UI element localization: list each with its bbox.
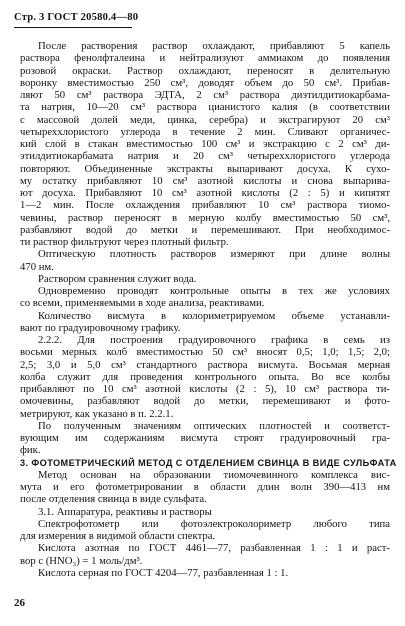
paragraph-optical-density xyxy=(20,248,390,273)
text-line: с массовой долей меди, цинка, серебра) и экстрагируют 20 см³ xyxy=(20,113,390,126)
header-rule xyxy=(14,27,132,28)
text-line: вующим им содержаниям висмута строят градуировочный гра- xyxy=(20,432,390,444)
text-line: четыреххлористого углерода в течение 2 мин. Сливают органичес- xyxy=(20,125,390,138)
text-line: ют досуха. Прибавляют 10 см³ азотной кислоты (2 : 5) и кипятят xyxy=(20,187,390,199)
paragraph-nitric-acid xyxy=(20,542,390,567)
text-line: 1—2 мин. После охлаждения прибавляют 10 см³ раствора тиомо- xyxy=(20,199,390,212)
text-line: вор с (HNO₃) = 1 моль/дм³. xyxy=(20,554,143,567)
paragraph-bismuth-amount xyxy=(20,310,390,335)
page-number: 26 xyxy=(14,597,25,609)
paragraph-reference-solution: Раствором сравнения служит вода. xyxy=(38,272,197,285)
text-line: ти раствор фильтруют через плотный фильтр. xyxy=(20,236,229,248)
text-line: разбавляют водой до метки и перемешивают. При необходимос- xyxy=(20,223,390,236)
text-line: чевины, раствор переносят в мерную колбу вместимостью 50 см³, xyxy=(20,211,390,224)
paragraph-dissolution xyxy=(20,40,390,248)
running-header: Стр. 3 ГОСТ 20580.4—80 xyxy=(14,12,139,23)
text-line: После растворения раствор охлаждают, прибавляют 5 капель xyxy=(38,40,390,52)
section-heading: 3. ФОТОМЕТРИЧЕСКИЙ МЕТОД С ОТДЕЛЕНИЕМ СВИНЦА В ВИДЕ СУЛЬФАТА xyxy=(20,457,397,468)
text-line: та натрия, 10—20 см³ раствора цианистого калия (в соответствии xyxy=(20,101,390,114)
text-line: кий слой в стакан вместимостью 100 см³ и экстракцию с 2 см³ ди- xyxy=(20,138,390,150)
text-line: этилдитиокарбамата натрия и 20 см³ четыреххлористого углерода xyxy=(20,150,390,163)
text-line: Количество висмута в колориметрируемом объеме устанавли- xyxy=(38,309,390,322)
text-line: Кислота азотная по ГОСТ 4461—77, разбавленная 1 : 1 и раст- xyxy=(38,542,390,555)
text-line: повторяют. Объединенные экстракты выпаривают досуха. К сухо- xyxy=(20,162,390,175)
text-line: омочевины, разбавляют водой до метки, перемешивают и фото- xyxy=(20,395,390,408)
paragraph-control-experiments xyxy=(20,285,390,310)
subsection-heading: 3.1. Аппаратура, реактивы и растворы xyxy=(38,505,212,518)
text-line: воронку вместимостью 250 см³, доводят объем до 50 см³. Прибав- xyxy=(20,76,390,89)
text-line: прибавляют по 10 см³ азотной кислоты (2 : 5), 10 см³ раствора ти- xyxy=(20,383,390,395)
text-line: Оптическую плотность растворов измеряют при длине волны xyxy=(38,248,390,261)
text-line: колба служит для проведения контрольного опыта. Во все колбы xyxy=(20,370,390,383)
paragraph-spectrophotometer xyxy=(20,518,390,543)
text-line: мута и его фотометрировании в области длин волн 390—413 нм xyxy=(20,481,390,493)
text-line: вают по градуировочному графику. xyxy=(20,321,181,334)
text-line: для измерения в видимой области спектра. xyxy=(20,530,216,542)
paragraph-method-basis xyxy=(20,469,390,506)
text-line: 2.2.2. Для построения градуировочного графика в семь из xyxy=(38,334,390,346)
text-line: метрируют, как указано в п. 2.2.1. xyxy=(20,407,174,420)
paragraph-sulfuric-acid: Кислота серная по ГОСТ 4204—77, разбавленная 1 : 1. xyxy=(38,566,289,579)
text-line: 2,5; 3,0 и 5,0 см³ стандартного раствора висмута. Восьмая мерная xyxy=(20,358,390,371)
text-line: Спектрофотометр или фотоэлектроколориметр любого типа xyxy=(38,517,390,530)
text-line: фик. xyxy=(20,444,41,457)
text-line: 470 нм. xyxy=(20,260,54,273)
text-line: раствора фенолфталеина и нейтрализуют аммиаком до появления xyxy=(20,52,390,65)
text-line: розовой окраски. Раствор охлаждают, переносят в делительную xyxy=(20,64,390,77)
text-line: Метод основан на образовании тиомочевинного комплекса вис- xyxy=(38,468,390,481)
text-line: Одновременно проводят контрольные опыты в тех же условиях xyxy=(38,285,390,297)
document-body xyxy=(20,40,397,579)
text-line: му остатку прибавляют 10 см³ азотной кислоты и снова выпарива- xyxy=(20,174,390,187)
text-line: после отделения свинца в виде сульфата. xyxy=(20,493,207,506)
paragraph-2-2-2 xyxy=(20,334,390,420)
text-line: По полученным значениям оптических плотностей и соответст- xyxy=(38,419,390,432)
text-line: со всеми, применяемыми в ходе анализа, реактивами. xyxy=(20,297,265,310)
paragraph-calibration-graph xyxy=(20,420,390,457)
text-line: восьми мерных колб вместимостью 50 см³ вносят 0,5; 1,0; 1,5; 2,0; xyxy=(20,346,390,359)
text-line: ляют 50 см³ раствора ЭДТА, 2 см³ раствора диэтилдитиокарбама- xyxy=(20,89,390,101)
